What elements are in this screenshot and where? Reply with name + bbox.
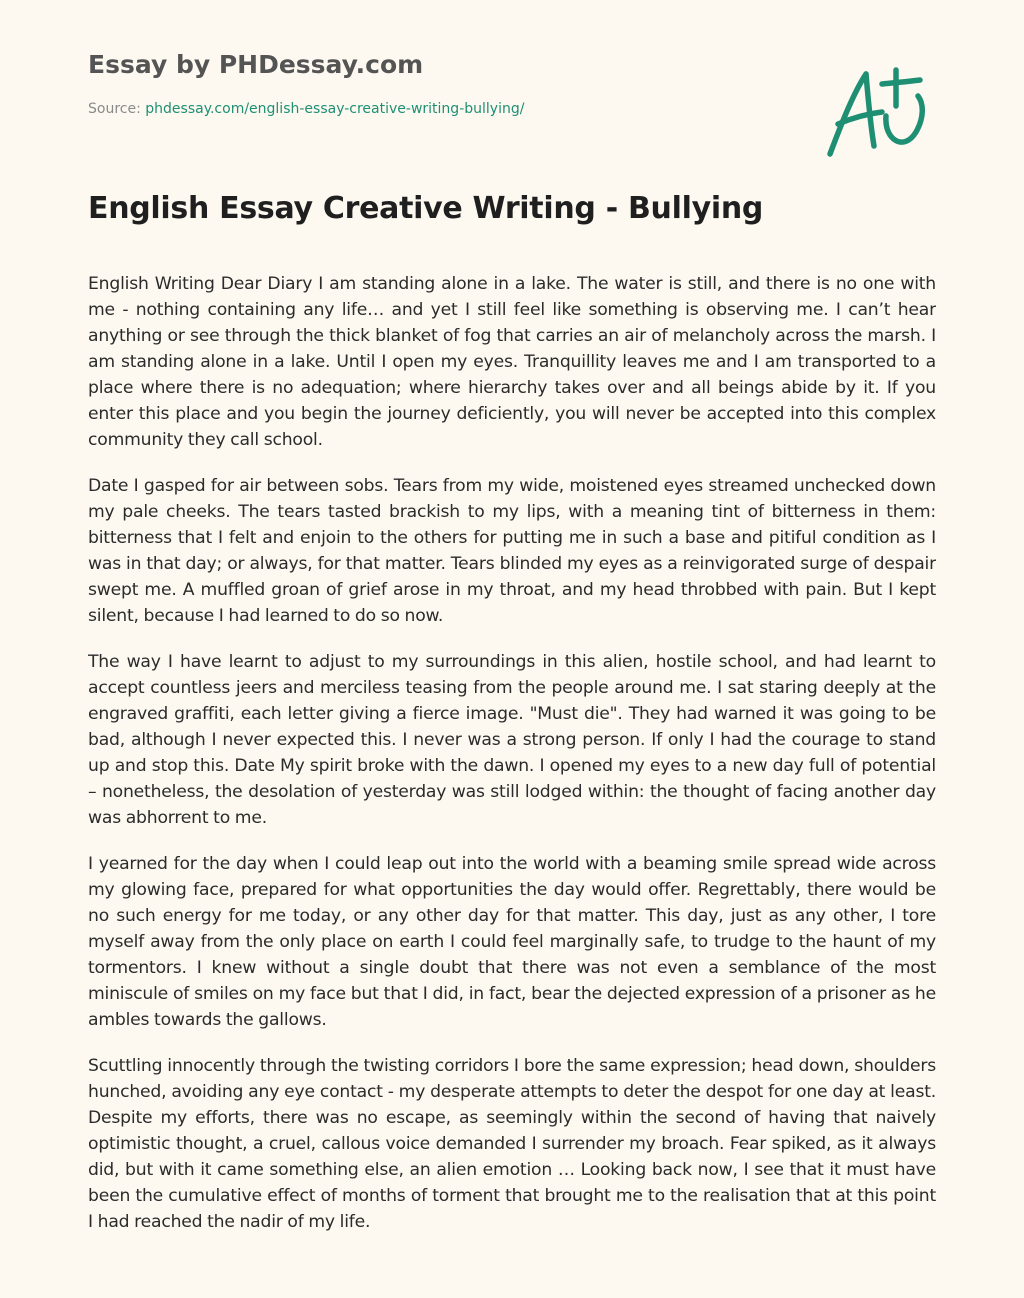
source-link[interactable]: phdessay.com/english-essay-creative-writing-bullying/ bbox=[145, 101, 525, 117]
essay-title: English Essay Creative Writing - Bullying bbox=[88, 191, 764, 226]
a-plus-logo-icon bbox=[820, 62, 930, 162]
essay-paragraph: Date I gasped for air between sobs. Tears from my wide, moistened eyes streamed unchecked down my pale cheeks. The tears tasted brackish to my lips, with a meaning tint of bitterness in them: bitterness that I felt and enjoin to the others for putting me in such a base and pitiful condition as I was in that day; or always, for that matter. Tears blinded my eyes as a reinvigorated surge of despair swept me. A muffled groan of grief arose in my throat, and my head throbbed with pain. But I kept silent, because I had learned to do so now. bbox=[88, 476, 936, 626]
source-line bbox=[88, 101, 524, 117]
essay-paragraph: English Writing Dear Diary I am standing alone in a lake. The water is still, and there is no one with me - nothing containing any life… and yet I still feel like something is observing me. I can’t hear anything or see through the thick blanket of fog that carries an air of melancholy across the marsh. I am standing alone in a lake. Until I open my eyes. Tranquillity leaves me and I am transported to a place where there is no adequation; where hierarchy takes over and all beings abide by it. If you enter this place and you begin the journey deficiently, you will never be accepted into this complex community they call school. bbox=[88, 274, 936, 450]
essay-body bbox=[88, 271, 936, 1250]
site-title: Essay by PHDessay.com bbox=[88, 50, 424, 79]
essay-paragraph: I yearned for the day when I could leap out into the world with a beaming smile spread wide across my glowing face, prepared for what opportunities the day would offer. Regrettably, there would be no such energy for me today, or any other day for that matter. This day, just as any other, I tore myself away from the only place on earth I could feel marginally safe, to trudge to the haunt of my tormentors. I knew without a single doubt that there was not even a semblance of the most miniscule of smiles on my face but that I did, in fact, bear the dejected expression of a prisoner as he ambles towards the gallows. bbox=[88, 854, 936, 1030]
source-label: Source: bbox=[88, 101, 141, 117]
essay-paragraph: Scuttling innocently through the twisting corridors I bore the same expression; head down, shoulders hunched, avoiding any eye contact - my desperate attempts to deter the despot for one day at least. Despite my efforts, there was no escape, as seemingly within the second of having that naively optimistic thought, a cruel, callous voice demanded I surrender my broach. Fear spiked, as it always did, but with it came something else, an alien emotion … Looking back now, I see that it must have been the cumulative effect of months of torment that brought me to the realisation that at this point I had reached the nadir of my life. bbox=[88, 1056, 936, 1232]
essay-paragraph: The way I have learnt to adjust to my surroundings in this alien, hostile school, and had learnt to accept countless jeers and merciless teasing from the people around me. I sat staring deeply at the engraved graffiti, each letter giving a fierce image. "Must die". They had warned it was going to be bad, although I never expected this. I never was a strong person. If only I had the courage to stand up and stop this. Date My spirit broke with the dawn. I opened my eyes to a new day full of potential – nonetheless, the desolation of yesterday was still lodged within: the thought of facing another day was abhorrent to me. bbox=[88, 652, 936, 828]
a-plus-logo-icon-graphic bbox=[820, 62, 930, 162]
